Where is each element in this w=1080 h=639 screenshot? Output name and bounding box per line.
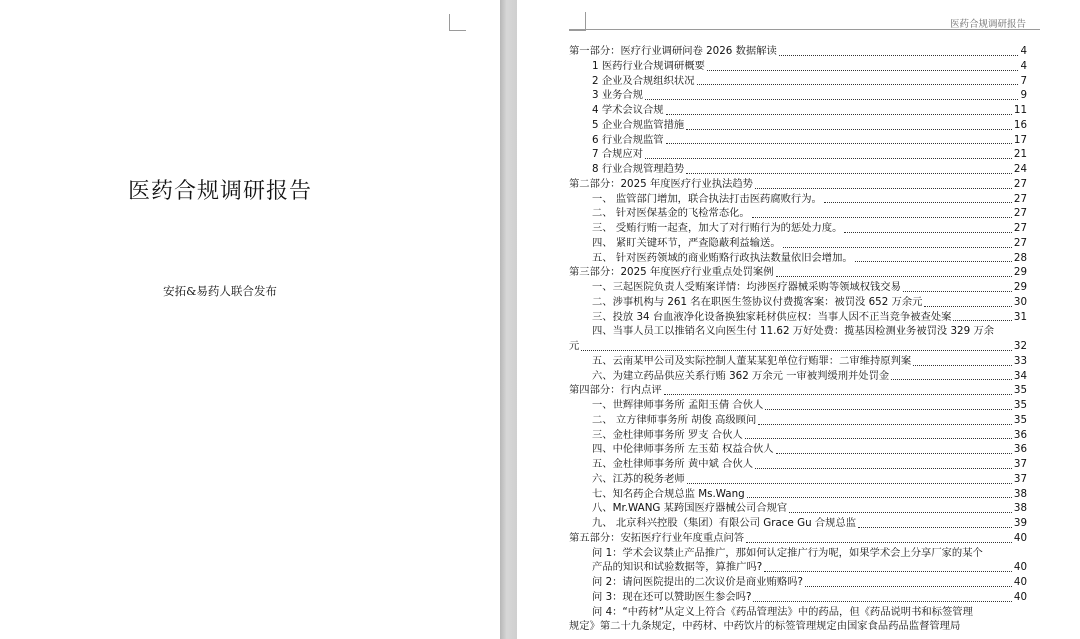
toc-page-number: 40 [1013, 576, 1027, 588]
toc-entry-text: 七、知名药企合规总监 Ms.Wang [592, 487, 745, 500]
toc-entry[interactable] [569, 531, 1027, 546]
toc-dot-leader [746, 541, 1012, 543]
toc-dot-leader [824, 201, 1012, 203]
toc-dot-leader [764, 570, 1012, 572]
toc-entry-text: 问 3：现在还可以赞助医生参会吗? [592, 590, 752, 603]
toc-entry[interactable] [569, 310, 1027, 325]
toc-entry[interactable] [569, 133, 1027, 148]
toc-dot-leader [805, 585, 1012, 587]
toc-dot-leader [707, 69, 1019, 71]
toc-dot-leader [686, 172, 1012, 174]
toc-entry-text: 五、 针对医药领域的商业贿赂行政执法数量依旧会增加。 [592, 251, 853, 264]
toc-dot-leader [765, 408, 1012, 410]
toc-page-number: 27 [1013, 207, 1027, 220]
toc-entry[interactable] [569, 398, 1027, 413]
toc-page-number: 9 [1020, 89, 1027, 102]
toc-dot-leader [953, 319, 1011, 321]
toc-entry[interactable] [569, 74, 1027, 89]
page-gutter [500, 0, 517, 639]
header-rule [569, 29, 1040, 30]
toc-entry-text: 第三部分：2025 年度医疗行业重点处罚案例 [569, 266, 774, 279]
toc-entry[interactable] [569, 428, 1027, 443]
toc-entry[interactable] [569, 59, 1027, 74]
toc-page-number: 31 [1013, 310, 1027, 323]
toc-entry-text: 第一部分：医疗行业调研问卷 2026 数据解读 [569, 45, 777, 57]
toc-entry-text: 问 1：学术会议禁止产品推广，那如何认定推广行为呢，如果学术会上分享厂家的某个 [592, 546, 983, 559]
toc-dot-leader [903, 290, 1012, 292]
toc-page-number: 35 [1013, 384, 1027, 397]
toc-entry-text: 四、当事人员工以推销名义向医生付 11.62 万好处费：揽基因检测业务被罚没 329 万余 [592, 325, 995, 338]
toc-entry-text: 一、世辉律师事务所 孟阳玉倩 合伙人 [592, 399, 764, 411]
cover-publisher: 安拓&易药人联合发布 [163, 284, 277, 298]
toc-entry[interactable] [569, 501, 1027, 516]
toc-entry[interactable] [569, 236, 1027, 251]
toc-page-number: 40 [1013, 590, 1027, 603]
toc-entry[interactable] [569, 147, 1027, 162]
toc-entry-text: 产品的知识和试验数据等，算推广吗? [592, 561, 763, 574]
toc-dot-leader [666, 113, 1012, 115]
toc-entry[interactable] [569, 192, 1027, 207]
toc-page-number: 7 [1020, 74, 1027, 87]
toc-entry[interactable] [569, 383, 1027, 398]
toc-page-number: 37 [1013, 472, 1027, 485]
toc-dot-leader [779, 54, 1019, 56]
toc-entry[interactable] [569, 251, 1027, 266]
toc-entry-text: 四、 紧盯关键环节，严查隐蔽利益输送。 [592, 236, 781, 249]
toc-dot-leader [924, 305, 1011, 307]
toc-dot-leader [758, 423, 1012, 425]
toc-entry-text: 元 [569, 340, 580, 352]
toc-entry-text: 二、涉事机构与 261 名在职医生签协议付费揽客案：被罚没 652 万余元 [592, 295, 923, 308]
toc-page-number: 34 [1013, 369, 1027, 382]
toc-entry-text: 六、江苏的税务老师 [592, 472, 685, 485]
toc-page-number: 27 [1013, 222, 1027, 234]
toc-page-number: 27 [1013, 177, 1027, 190]
toc-entry[interactable] [569, 546, 1027, 561]
toc-page-number: 27 [1013, 236, 1027, 249]
toc-entry-text: 五、云南某甲公司及实际控制人董某某犯单位行贿罪：二审维持原判案 [592, 354, 912, 367]
cover-page [0, 0, 500, 639]
toc-entry[interactable] [569, 280, 1027, 295]
toc-entry[interactable] [569, 472, 1027, 487]
crop-mark [449, 14, 466, 31]
toc-entry-text: 7 合规应对 [592, 148, 644, 161]
toc-page [517, 0, 1080, 639]
toc-entry[interactable] [569, 516, 1027, 531]
toc-dot-leader [783, 246, 1012, 248]
toc-page-number: 36 [1013, 428, 1027, 441]
toc-page-number: 30 [1013, 295, 1027, 308]
toc-entry-text: 八、Mr.WANG 某跨国医疗器械公司合规官 [592, 502, 788, 515]
toc-dot-leader [686, 128, 1012, 130]
toc-entry[interactable] [569, 324, 1027, 339]
toc-page-number: 29 [1013, 281, 1027, 293]
toc-page-number: 28 [1013, 251, 1027, 264]
toc-entry-text: 8 行业合规管理趋势 [592, 163, 685, 175]
toc-entry[interactable] [569, 575, 1027, 590]
toc-entry-text: 规定》第二十九条规定，中药材、中药饮片的标签管理规定由国家食品药品监督管理局 [569, 620, 961, 633]
toc-page-number: 36 [1013, 443, 1027, 456]
toc-entry[interactable] [569, 354, 1027, 369]
toc-entry-text: 第四部分：行内点评 [569, 384, 662, 397]
toc-dot-leader [747, 496, 1012, 498]
toc-entry[interactable] [569, 413, 1027, 428]
toc-entry[interactable] [569, 590, 1027, 605]
toc-entry-text: 九、 北京科兴控股（集团）有限公司 Grace Gu 合规总监 [592, 517, 857, 529]
toc-entry-text: 五、金杜律师事务所 黄中斌 合伙人 [592, 458, 753, 470]
toc-entry-text: 四、中伦律师事务所 左玉茹 权益合伙人 [592, 443, 774, 456]
toc-entry[interactable] [569, 118, 1027, 133]
toc-entry-text: 问 4：“中药材”从定义上符合《药品管理法》中的药品，但《药品说明书和标签管理 [592, 605, 973, 618]
toc-entry-text: 第二部分：2025 年度医疗行业执法趋势 [569, 177, 753, 190]
toc-page-number: 40 [1013, 531, 1027, 544]
toc-dot-leader [745, 437, 1012, 439]
toc-dot-leader [776, 275, 1012, 277]
toc-entry-text: 三、金杜律师事务所 罗支 合伙人 [592, 428, 743, 441]
toc-page-number: 35 [1013, 413, 1027, 426]
toc-entry[interactable] [569, 162, 1027, 177]
toc-dot-leader [891, 378, 1012, 380]
toc-entry[interactable] [569, 44, 1027, 59]
toc-entry-text: 问 2：请问医院提出的二次议价是商业贿赂吗? [592, 576, 803, 588]
toc-page-number: 37 [1013, 458, 1027, 470]
toc-dot-leader [664, 393, 1012, 395]
toc-page-number: 11 [1013, 104, 1027, 116]
toc-dot-leader [666, 142, 1012, 144]
toc-entry-text: 5 企业合规监管措施 [592, 118, 685, 131]
toc-entry[interactable] [569, 265, 1027, 280]
toc-page-number: 35 [1013, 399, 1027, 411]
toc-entry[interactable] [569, 457, 1027, 472]
toc-entry-text: 3 业务合规 [592, 89, 644, 102]
toc-entry-text: 二、 针对医保基金的飞检常态化。 [592, 207, 750, 220]
toc-dot-leader [755, 187, 1012, 189]
toc-dot-leader [755, 467, 1012, 469]
toc-dot-leader [752, 216, 1012, 218]
toc-entry-text: 一、三起医院负责人受贿案详情：均涉医疗器械采购等领域权钱交易 [592, 281, 901, 293]
toc-entry-text: 1 医药行业合规调研概要 [592, 59, 705, 72]
toc-entry-text: 4 学术会议合规 [592, 104, 664, 116]
running-header: 医药合规调研报告 [949, 19, 1026, 30]
toc-page-number: 24 [1013, 163, 1027, 175]
toc-dot-leader [776, 452, 1012, 454]
toc-page-number: 17 [1013, 133, 1027, 146]
toc-entry[interactable] [569, 221, 1027, 236]
toc-page-number: 38 [1013, 502, 1027, 515]
toc-dot-leader [645, 157, 1012, 159]
toc-page-number: 4 [1020, 45, 1027, 57]
toc-entry-text: 6 行业合规监管 [592, 133, 664, 146]
cover-title: 医药合规调研报告 [127, 179, 312, 204]
toc-entry[interactable] [569, 487, 1027, 502]
toc-entry[interactable] [569, 88, 1027, 103]
toc-dot-leader [855, 260, 1012, 262]
toc-dot-leader [913, 364, 1012, 366]
toc-page-number: 29 [1013, 266, 1027, 279]
table-of-contents [569, 44, 1027, 634]
toc-dot-leader [697, 83, 1019, 85]
toc-entry[interactable] [569, 369, 1027, 384]
toc-entry-text: 第五部分：安拓医疗行业年度重点问答 [569, 531, 745, 544]
toc-dot-leader [844, 231, 1011, 233]
toc-entry[interactable] [569, 295, 1027, 310]
toc-entry-text: 三、 受贿行贿一起查，加大了对行贿行为的惩处力度。 [592, 222, 843, 234]
toc-page-number: 38 [1013, 487, 1027, 500]
toc-entry-text: 2 企业及合规组织状况 [592, 74, 695, 87]
toc-entry-text: 二、 立方律师事务所 胡俊 高级顾问 [592, 413, 757, 426]
toc-entry-text: 一、 监管部门增加，联合执法打击医药腐败行为。 [592, 192, 822, 205]
toc-page-number: 4 [1020, 59, 1027, 72]
toc-dot-leader [645, 98, 1018, 100]
toc-dot-leader [581, 349, 1012, 351]
toc-entry-text: 六、为建立药品供应关系行贿 362 万余元 一审被判缓刑并处罚金 [592, 369, 890, 382]
toc-entry[interactable] [569, 339, 1027, 354]
toc-page-number: 40 [1013, 561, 1027, 574]
toc-entry[interactable] [569, 177, 1027, 192]
toc-dot-leader [789, 511, 1012, 513]
toc-entry[interactable] [569, 206, 1027, 221]
toc-entry[interactable] [569, 605, 1027, 620]
toc-dot-leader [753, 600, 1011, 602]
toc-dot-leader [858, 526, 1012, 528]
toc-page-number: 21 [1013, 148, 1027, 161]
toc-entry[interactable] [569, 619, 1027, 634]
toc-page-number: 32 [1013, 340, 1027, 352]
toc-entry[interactable] [569, 103, 1027, 118]
toc-page-number: 16 [1013, 118, 1027, 131]
toc-page-number: 33 [1013, 354, 1027, 367]
toc-dot-leader [687, 482, 1012, 484]
toc-entry[interactable] [569, 560, 1027, 575]
toc-page-number: 39 [1013, 517, 1027, 529]
toc-entry[interactable] [569, 442, 1027, 457]
toc-page-number: 27 [1013, 192, 1027, 205]
toc-entry-text: 三、投放 34 台血液净化设备换独家耗材供应权：当事人因不正当竞争被查处案 [592, 310, 952, 323]
